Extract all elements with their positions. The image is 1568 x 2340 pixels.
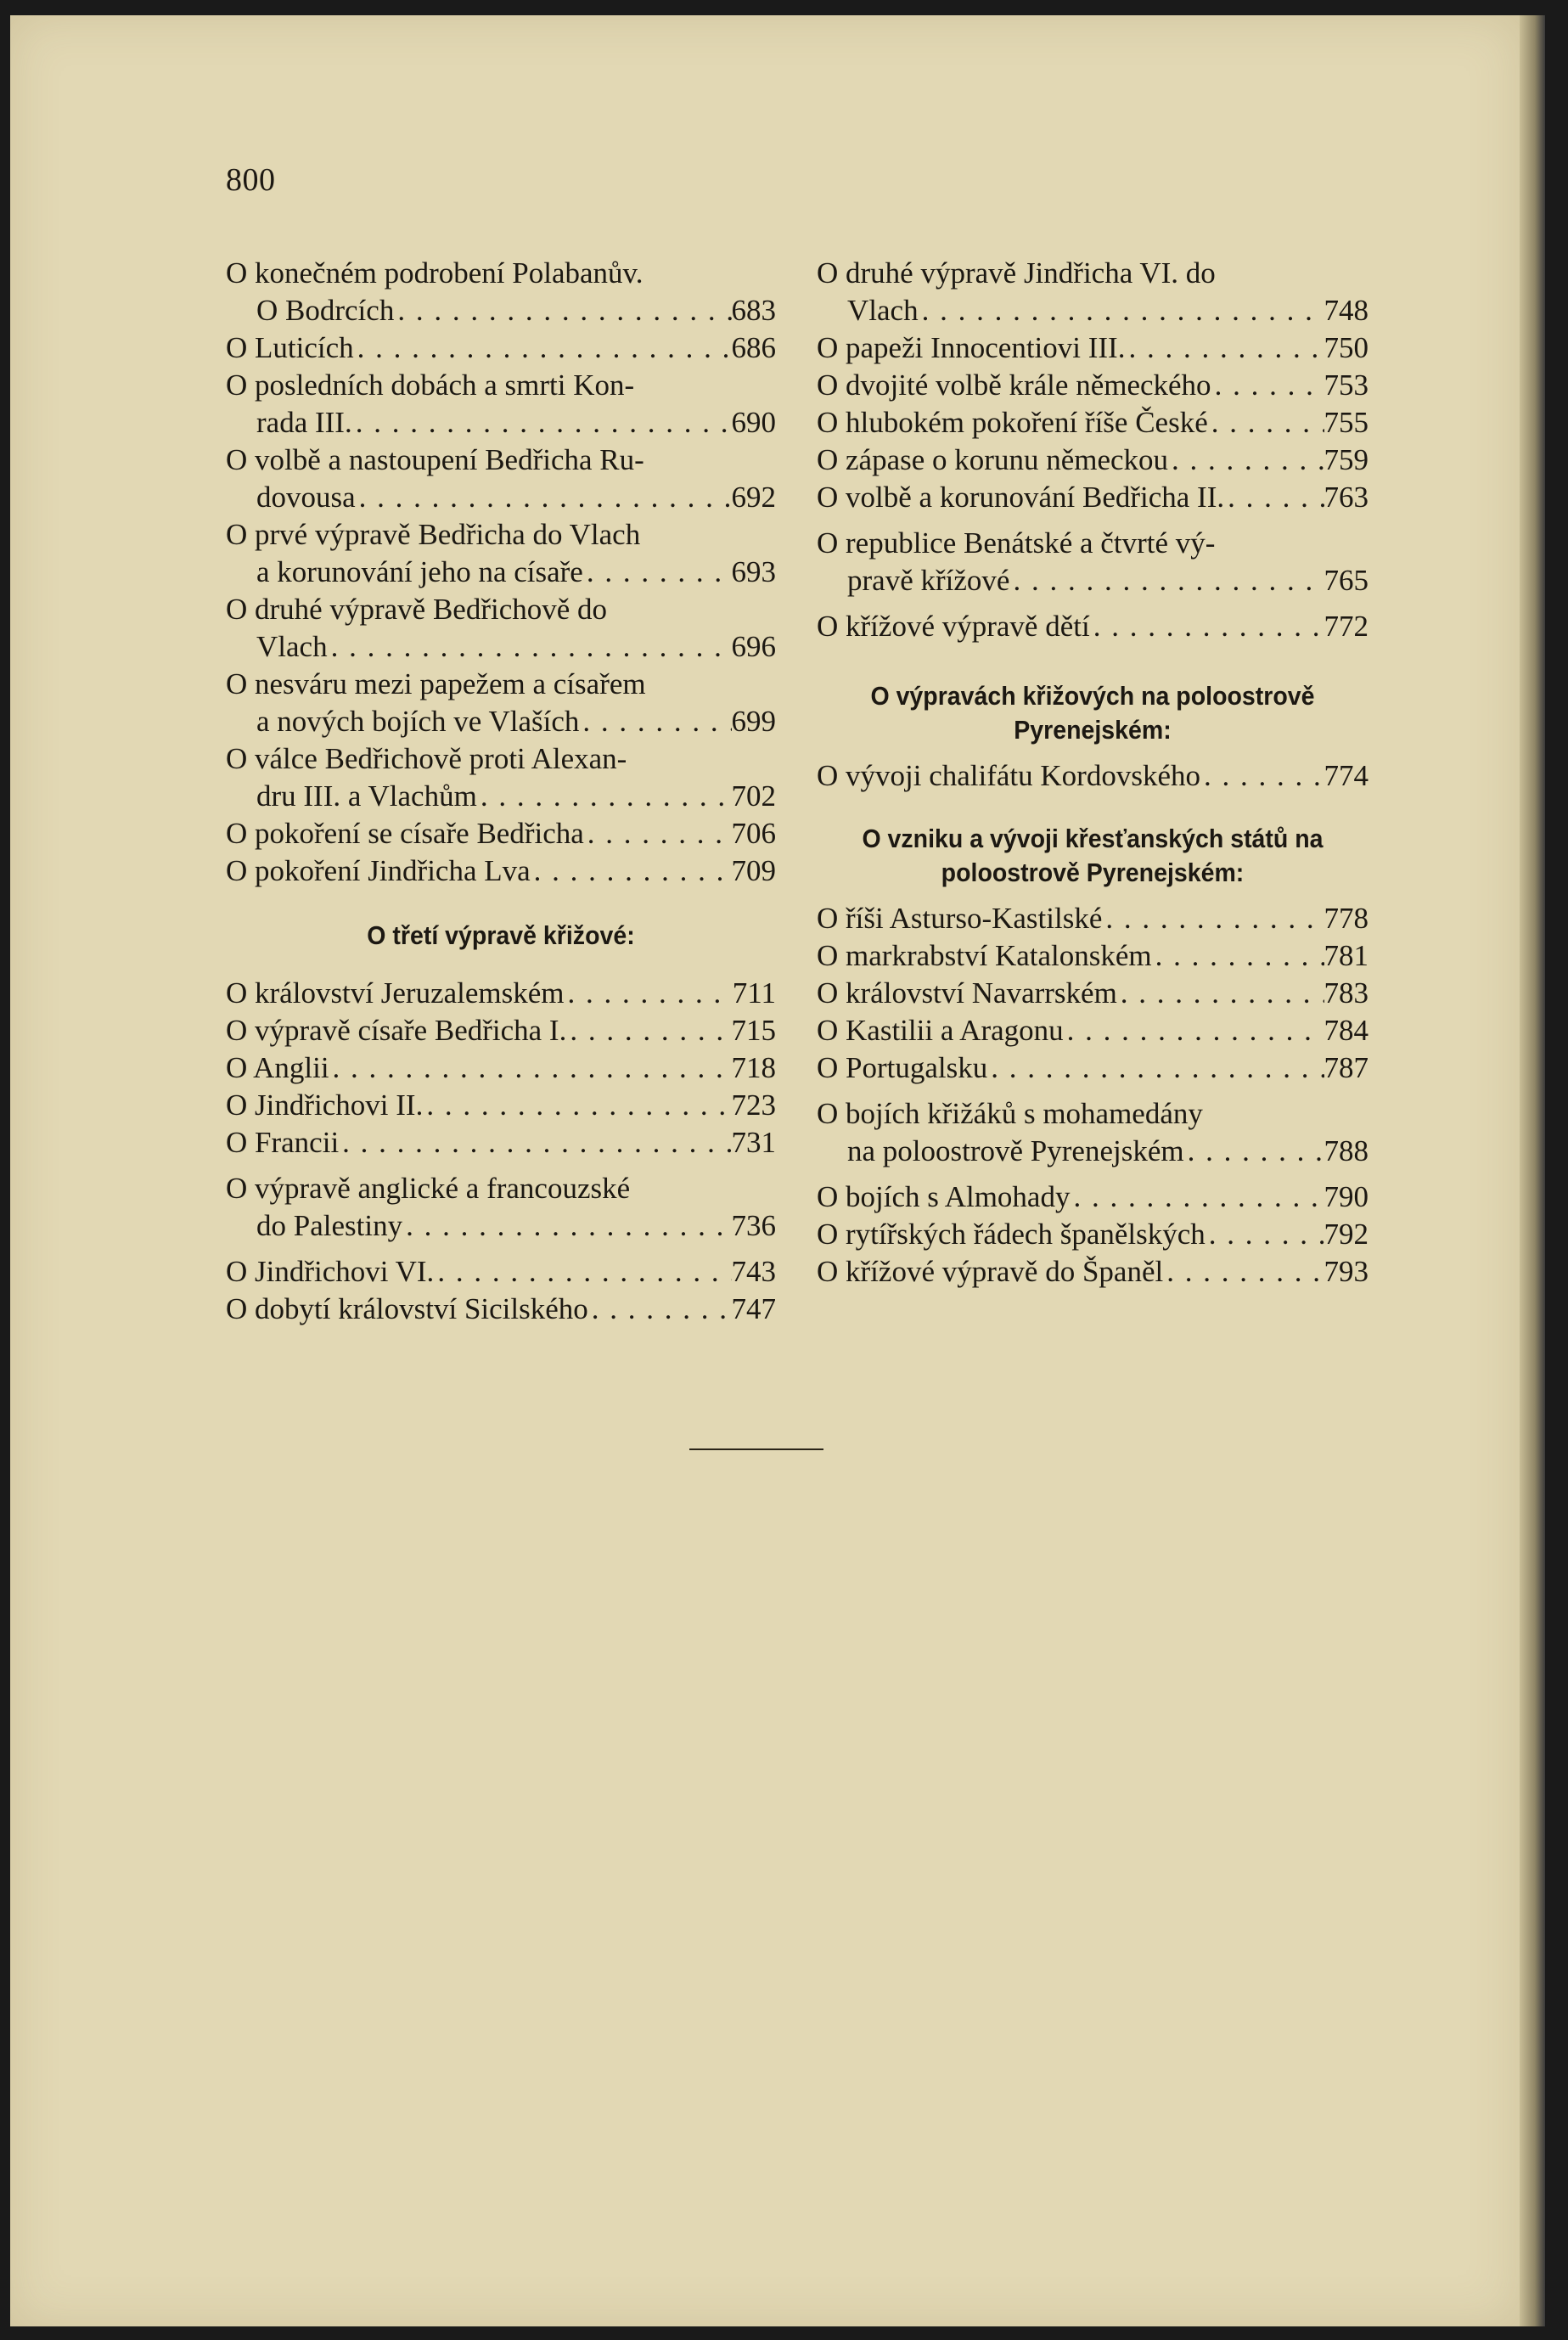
toc-entry-line (226, 628, 776, 666)
toc-entry (226, 666, 776, 740)
toc-entry-title: O markrabství Katalonském (817, 939, 1152, 972)
toc-entry-line (226, 975, 776, 1012)
toc-entry-title: O hlubokém pokoření říše České (817, 406, 1208, 439)
toc-entry-line (817, 975, 1368, 1012)
toc-entry (226, 255, 776, 329)
toc-entry (226, 442, 776, 516)
toc-entry (817, 757, 1368, 795)
toc-entry-title: a korunování jeho na císaře (256, 555, 583, 588)
toc-entry-line (817, 1095, 1368, 1133)
toc-entry (226, 1253, 776, 1291)
toc-entry-line (226, 554, 776, 591)
toc-entry-line (226, 1012, 776, 1049)
toc-entry-line (226, 516, 776, 554)
toc-entry-title: O druhé výpravě Jindřicha VI. do (817, 256, 1216, 290)
toc-entry-line (226, 255, 776, 292)
toc-entry-line (226, 1087, 776, 1124)
toc-page-number: 690 (731, 406, 776, 439)
dot-leader (1168, 442, 1324, 479)
toc-entry (817, 937, 1368, 975)
dot-leader (588, 1291, 732, 1328)
toc-entry-line (817, 1178, 1368, 1216)
dot-leader (1200, 757, 1324, 795)
toc-page-number: 787 (1324, 1051, 1368, 1084)
toc-page-number: 715 (731, 1014, 776, 1047)
dot-leader (919, 292, 1324, 329)
book-page (10, 15, 1520, 2326)
toc-entry-title: O druhé výpravě Bedřichově do (226, 593, 608, 626)
toc-entry (226, 975, 776, 1012)
toc-entry (226, 1170, 776, 1245)
toc-entry-line (226, 292, 776, 329)
toc-entry (817, 1012, 1368, 1049)
toc-entry-line (817, 562, 1368, 599)
toc-entry-list (817, 900, 1368, 1291)
toc-entry-line (817, 329, 1368, 367)
toc-left-column (226, 255, 776, 1328)
dot-leader (1117, 975, 1324, 1012)
toc-page-number: 723 (731, 1088, 776, 1122)
end-rule (689, 1448, 823, 1450)
toc-entry-title: O Anglii (226, 1051, 329, 1084)
toc-entry-title: rada III. (256, 406, 352, 439)
toc-entry-line (226, 367, 776, 404)
toc-page-number: 788 (1324, 1134, 1368, 1167)
toc-entry-line (817, 937, 1368, 975)
toc-entry-line (817, 1133, 1368, 1170)
toc-entry-line (226, 404, 776, 442)
toc-entry-title: O výpravě císaře Bedřicha I. (226, 1014, 567, 1047)
section-heading-line: O vzniku a vývoji křesťanských států na (862, 824, 1324, 853)
toc-entry-list (226, 255, 776, 890)
toc-right-column (817, 255, 1368, 1291)
toc-entry (226, 1087, 776, 1124)
toc-entry (817, 367, 1368, 404)
toc-entry-line (817, 479, 1368, 516)
toc-entry-title: O rytířských řádech španělských (817, 1218, 1206, 1251)
toc-entry-title: O říši Asturso-Kastilské (817, 902, 1103, 935)
toc-page-number: 748 (1324, 294, 1368, 327)
toc-entry-line (817, 255, 1368, 292)
toc-entry-line (817, 900, 1368, 937)
toc-entry-title: a nových bojích ve Vlaších (256, 705, 580, 738)
toc-entry-title: O posledních dobách a smrti Kon- (226, 368, 635, 402)
dot-leader (583, 554, 732, 591)
section-heading-line: Pyrenejském: (1014, 715, 1172, 745)
dot-leader (352, 404, 732, 442)
toc-entry-title: O Bodrcích (256, 294, 395, 327)
toc-entry-title: O zápase o korunu německou (817, 443, 1169, 476)
dot-leader (354, 329, 732, 367)
toc-entry-title: Vlach (256, 630, 328, 663)
toc-page-number: 755 (1324, 406, 1368, 439)
toc-entry-title: O Luticích (226, 331, 354, 364)
toc-entry (226, 1049, 776, 1087)
toc-entry-title: O pokoření se císaře Bedřicha (226, 817, 584, 850)
toc-entry-title: dru III. a Vlachům (256, 779, 477, 813)
toc-entry-line (817, 1012, 1368, 1049)
toc-entry-list (226, 975, 776, 1328)
toc-entry (817, 1049, 1368, 1087)
toc-entry-title: O dvojité volbě krále německého (817, 368, 1211, 402)
section-heading-line: O výpravách křižových na poloostrově (870, 681, 1315, 711)
toc-entry-line (226, 479, 776, 516)
toc-entry-title: O Francii (226, 1126, 340, 1159)
toc-entry-line (226, 815, 776, 852)
dot-leader (584, 815, 732, 852)
dot-leader (394, 292, 731, 329)
toc-entry (226, 1124, 776, 1162)
toc-entry-title: O papeži Innocentiovi III. (817, 331, 1126, 364)
dot-leader (1211, 367, 1324, 404)
toc-entry-line (226, 703, 776, 740)
toc-entry-line (226, 740, 776, 778)
toc-entry-title: O bojích křižáků s mohamedány (817, 1097, 1203, 1130)
toc-page-number: 784 (1324, 1014, 1368, 1047)
dot-leader (402, 1207, 731, 1245)
toc-page-number: 759 (1324, 443, 1368, 476)
toc-entry-title: O pokoření Jindřicha Lva (226, 854, 531, 887)
dot-leader (328, 628, 732, 666)
section-heading-line: poloostrově Pyrenejském: (941, 858, 1245, 887)
dot-leader (1206, 1216, 1324, 1253)
dot-leader (329, 1049, 732, 1087)
toc-page-number: 774 (1324, 759, 1368, 792)
toc-entry (226, 516, 776, 591)
toc-entry-title: pravě křížové (847, 564, 1010, 597)
toc-entry (817, 404, 1368, 442)
dot-leader (1125, 329, 1324, 367)
toc-entry-line (226, 666, 776, 703)
dot-leader (1009, 562, 1324, 599)
toc-entry-title: O konečném podrobení Polabanův. (226, 256, 643, 290)
toc-entry-line (226, 442, 776, 479)
toc-entry (817, 900, 1368, 937)
toc-entry (817, 1253, 1368, 1291)
book-spine-edge (1520, 15, 1545, 2326)
toc-page-number: 778 (1324, 902, 1368, 935)
toc-page-number: 783 (1324, 976, 1368, 1010)
toc-entry (817, 608, 1368, 645)
toc-entry-line (817, 442, 1368, 479)
dot-leader (566, 1012, 731, 1049)
toc-page-number: 765 (1324, 564, 1368, 597)
dot-leader (1224, 479, 1324, 516)
toc-page-number: 736 (731, 1209, 776, 1242)
toc-entry (817, 1178, 1368, 1216)
toc-page-number: 731 (731, 1126, 776, 1159)
toc-entry-list (817, 757, 1368, 795)
toc-entry-title: Vlach (847, 294, 919, 327)
toc-page-number: 706 (731, 817, 776, 850)
toc-entry (226, 815, 776, 852)
toc-entry-title: O dobytí království Sicilského (226, 1292, 588, 1325)
toc-page-number: 747 (731, 1292, 776, 1325)
toc-entry-line (817, 1049, 1368, 1087)
toc-entry-title: O volbě a nastoupení Bedřicha Ru- (226, 443, 644, 476)
toc-entry-title: do Palestiny (256, 1209, 403, 1242)
toc-entry-line (817, 525, 1368, 562)
toc-entry-line (226, 852, 776, 890)
toc-entry-title: O volbě a korunování Bedřicha II. (817, 481, 1225, 514)
toc-entry-title: O nesváru mezi papežem a císařem (226, 667, 646, 700)
toc-page-number: 692 (731, 481, 776, 514)
toc-page-number: 743 (731, 1255, 776, 1288)
toc-entry-line (817, 757, 1368, 795)
dot-leader (1163, 1253, 1324, 1291)
dot-leader (434, 1253, 731, 1291)
toc-entry-line (226, 1170, 776, 1207)
dot-leader (1070, 1178, 1324, 1216)
section-heading: O třetí výpravě křižové: (367, 920, 635, 950)
toc-entry-title: O Portugalsku (817, 1051, 988, 1084)
toc-entry-list (817, 255, 1368, 645)
toc-page-number: 772 (1324, 610, 1368, 643)
toc-page-number: 753 (1324, 368, 1368, 402)
toc-entry-title: O Jindřichovi II. (226, 1088, 424, 1122)
toc-page-number: 790 (1324, 1180, 1368, 1213)
dot-leader (356, 479, 732, 516)
toc-entry (817, 975, 1368, 1012)
toc-entry-title: O bojích s Almohady (817, 1180, 1071, 1213)
toc-entry-title: O křížové výpravě dětí (817, 610, 1090, 643)
toc-entry (817, 525, 1368, 599)
toc-page-number: 696 (731, 630, 776, 663)
dot-leader (423, 1087, 731, 1124)
dot-leader (1208, 404, 1324, 442)
section-heading (839, 679, 1346, 747)
toc-entry-title: na poloostrově Pyrenejském (847, 1134, 1184, 1167)
toc-page-number: 686 (731, 331, 776, 364)
toc-entry-line (226, 1207, 776, 1245)
toc-entry-line (226, 1049, 776, 1087)
dot-leader (1064, 1012, 1324, 1049)
toc-entry-title: O prvé výpravě Bedřicha do Vlach (226, 518, 641, 551)
toc-page-number: 702 (731, 779, 776, 813)
toc-page-number: 793 (1324, 1255, 1368, 1288)
toc-entry-line (226, 1124, 776, 1162)
toc-page-number: 792 (1324, 1218, 1368, 1251)
toc-entry-title: O Kastilii a Aragonu (817, 1014, 1064, 1047)
dot-leader (1152, 937, 1324, 975)
toc-entry (226, 367, 776, 442)
dot-leader (1102, 900, 1324, 937)
toc-page-number: 763 (1324, 481, 1368, 514)
toc-entry-title: O válce Bedřichově proti Alexan- (226, 742, 627, 775)
toc-entry-line (817, 292, 1368, 329)
toc-entry (817, 1216, 1368, 1253)
dot-leader (1090, 608, 1324, 645)
toc-page-number: 750 (1324, 331, 1368, 364)
toc-entry-title: O výpravě anglické a francouzské (226, 1172, 631, 1205)
toc-entry-line (817, 1216, 1368, 1253)
toc-entry-line (817, 1253, 1368, 1291)
toc-entry-line (226, 1253, 776, 1291)
toc-entry-title: O křížové výpravě do Španěl (817, 1255, 1164, 1288)
toc-page-number: 683 (731, 294, 776, 327)
toc-entry (226, 591, 776, 666)
toc-entry (226, 1291, 776, 1328)
toc-page-number: 693 (731, 555, 776, 588)
dot-leader (1184, 1133, 1324, 1170)
toc-entry-title: O Jindřichovi VI. (226, 1255, 435, 1288)
toc-entry-title: O království Navarrském (817, 976, 1117, 1010)
dot-leader (987, 1049, 1324, 1087)
dot-leader (565, 975, 733, 1012)
toc-page-number: 781 (1324, 939, 1368, 972)
toc-entry-line (226, 1291, 776, 1328)
toc-entry (226, 1012, 776, 1049)
toc-entry (817, 329, 1368, 367)
toc-entry (817, 479, 1368, 516)
toc-entry-line (226, 591, 776, 628)
dot-leader (579, 703, 731, 740)
toc-entry (817, 1095, 1368, 1170)
toc-entry (817, 442, 1368, 479)
dot-leader (477, 778, 732, 815)
toc-entry-line (817, 367, 1368, 404)
toc-entry-line (817, 404, 1368, 442)
toc-entry-title: O republice Benátské a čtvrté vý- (817, 526, 1216, 560)
page-number: 800 (226, 162, 276, 198)
dot-leader (531, 852, 732, 890)
toc-entry-title: dovousa (256, 481, 356, 514)
toc-entry-title: O vývoji chalifátu Kordovského (817, 759, 1200, 792)
toc-entry-title: O království Jeruzalemském (226, 976, 565, 1010)
toc-entry (817, 255, 1368, 329)
section-heading (839, 822, 1346, 890)
toc-entry-line (817, 608, 1368, 645)
toc-entry (226, 329, 776, 367)
dot-leader (339, 1124, 731, 1162)
toc-entry (226, 740, 776, 815)
toc-page-number: 718 (731, 1051, 776, 1084)
toc-entry-line (226, 778, 776, 815)
toc-page-number: 699 (731, 705, 776, 738)
toc-entry-line (226, 329, 776, 367)
toc-page-number: 711 (732, 976, 776, 1010)
toc-page-number: 709 (731, 854, 776, 887)
toc-entry (226, 852, 776, 890)
